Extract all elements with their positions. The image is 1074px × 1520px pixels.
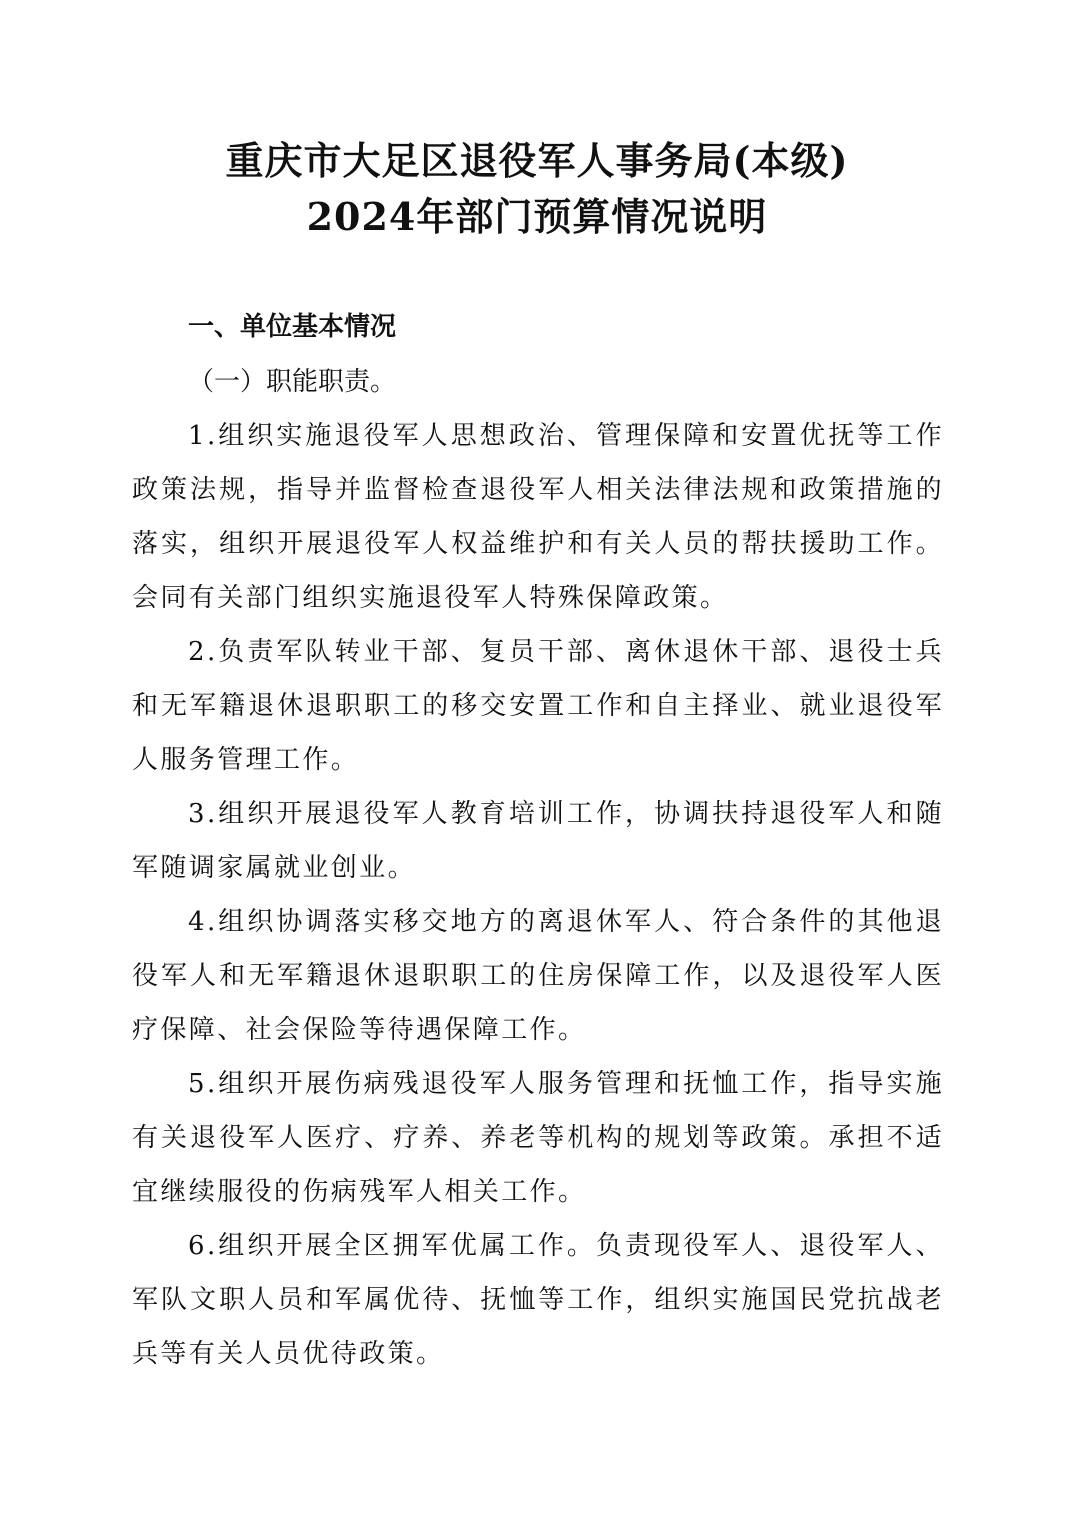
section-heading-basic-info: 一、单位基本情况 [188,312,397,342]
duty-paragraph-6: 6.组织开展全区拥军优属工作。负责现役军人、退役军人、军队文职人员和军属优待、抚恤等工作，组织实施国民党抗战老兵等有关人员优待政策。 [132,1231,944,1369]
document-title-line-1: 重庆市大足区退役军人事务局(本级) [225,138,849,183]
duty-paragraph-3: 3.组织开展退役军人教育培训工作，协调扶持退役军人和随军随调家属就业创业。 [132,799,944,883]
duty-paragraph-1: 1.组织实施退役军人思想政治、管理保障和安置优抚等工作政策法规，指导并监督检查退役军人相关法律法规和政策措施的落实，组织开展退役军人权益维护和有关人员的帮扶援助工作。会同有关部门组织实施退役军人特殊保障政策。 [132,421,944,613]
subsection-heading-duties: （一）职能职责。 [188,367,397,397]
duty-paragraph-5: 5.组织开展伤病残退役军人服务管理和抚恤工作，指导实施有关退役军人医疗、疗养、养老等机构的规划等政策。承担不适宜继续服役的伤病残军人相关工作。 [132,1069,944,1207]
duty-paragraph-4: 4.组织协调落实移交地方的离退休军人、符合条件的其他退役军人和无军籍退休退职职工的住房保障工作，以及退役军人医疗保障、社会保险等待遇保障工作。 [132,907,944,1045]
duty-paragraph-2: 2.负责军队转业干部、复员干部、离休退休干部、退役士兵和无军籍退休退职职工的移交安置工作和自主择业、就业退役军人服务管理工作。 [132,637,944,775]
document-title-line-2: 2024年部门预算情况说明 [306,194,768,239]
